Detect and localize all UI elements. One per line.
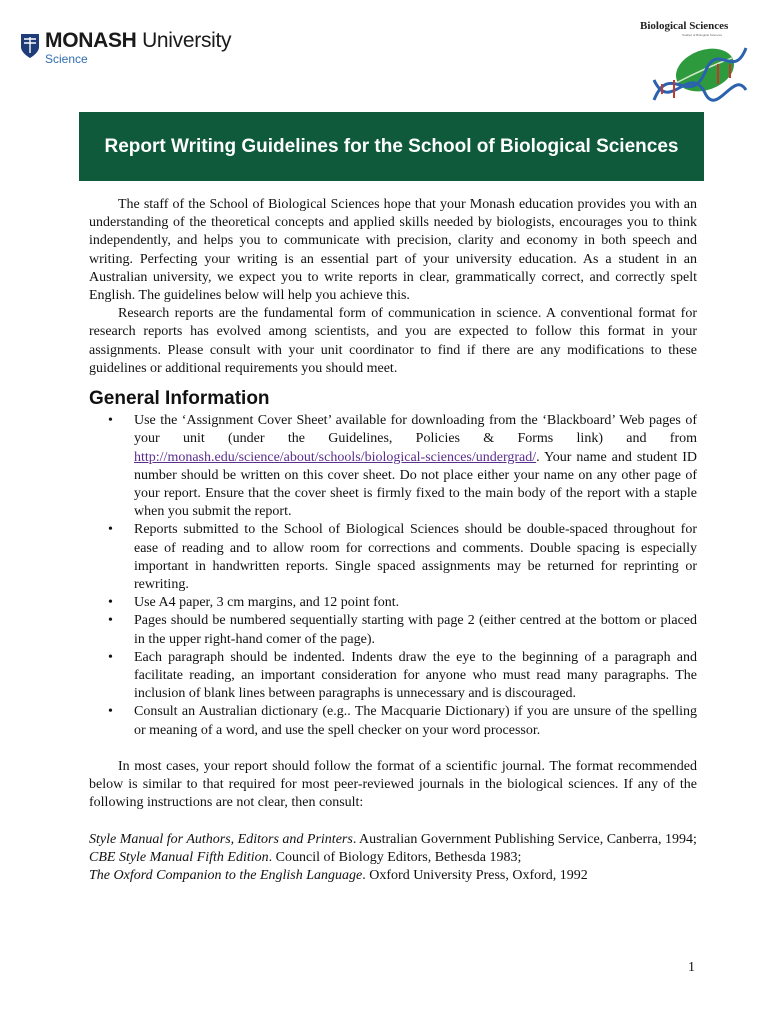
general-information-list	[89, 412, 697, 740]
page-number: 1	[688, 960, 695, 975]
list-item: • Use the ‘Assignment Cover Sheet’ available for downloading from the ‘Blackboard’ Web pages of your unit (under the Guidelines, Policies & Forms link) and from http://monash.edu/science/about/schools/biological-sciences/undergrad/. Your name and student ID number should be written on this cover sheet. Do not place either your name on any other page of your report. Ensure that the cover sheet is firmly fixed to the main body of the report with a staple when you submit the report.	[108, 413, 697, 520]
bullet-icon: •	[108, 413, 113, 429]
intro-paragraph-2: Research reports are the fundamental form of communication in science. A conventional format for research reports has evolved among scientists, and you are expected to follow this format in your assignments. Please consult with your unit coordinator to find if there are any modifications to these guidelines or additional requirements you should meet.	[89, 306, 697, 376]
reference-item: CBE Style Manual Fifth Edition. Council of Biology Editors, Bethesda 1983;	[89, 849, 522, 865]
faculty-label: Science	[45, 52, 88, 66]
intro-paragraph-1: The staff of the School of Biological Sciences hope that your Monash education provides you with an understanding of the theoretical concepts and applied skills needed by biologists, encourages you to think independently, and helps you to communicate with precision, clarity and economy in both speech and writing. Perfecting your writing is an essential part of your university education. As a student in an Australian university, we expect you to write reports in clear, grammatically correct, and correctly spelt English. The guidelines below will help you achieve this.	[89, 197, 697, 304]
bio-logo-tagline: Studies of Biological Sciences	[682, 33, 723, 37]
list-item: • Reports submitted to the School of Biological Sciences should be double-spaced throughout for ease of reading and to allow room for corrections and comments. Double spacing is especially important in handwritten reports. Single spaced assignments may be returned for reprinting or rewriting.	[108, 522, 697, 593]
reference-list	[89, 831, 697, 886]
biological-sciences-logo	[640, 20, 760, 37]
reference-title: CBE Style Manual Fifth Edition	[89, 849, 269, 865]
reference-title: The Oxford Companion to the English Language	[89, 867, 363, 883]
document-title: Report Writing Guidelines for the School of Biological Sciences	[104, 135, 679, 157]
bullet-icon: •	[108, 704, 113, 720]
list-item: • Pages should be numbered sequentially starting with page 2 (either centred at the bottom or placed in the upper right-hand comer of the page).	[108, 613, 697, 647]
list-item: • Use A4 paper, 3 cm margins, and 12 point font.	[134, 594, 697, 612]
format-paragraph: In most cases, your report should follow the format of a scientific journal. The format recommended below is similar to that required for most peer-reviewed journals in the biological sciences. If any of the following instructions are not clear, then consult:	[89, 758, 697, 811]
document-body	[89, 196, 697, 885]
monash-logo	[20, 30, 231, 65]
monash-wordmark: MONASH University	[45, 29, 232, 52]
undergrad-link[interactable]: http://monash.edu/science/about/schools/biological-sciences/undergrad/	[134, 449, 537, 465]
reference-title: Style Manual for Authors, Editors and Printers	[89, 831, 353, 847]
bullet-icon: •	[108, 595, 113, 611]
reference-item: Style Manual for Authors, Editors and Printers. Australian Government Publishing Service, Canberra, 1994;	[89, 831, 697, 847]
bullet-icon: •	[108, 522, 113, 538]
bullet-icon: •	[108, 613, 113, 629]
title-banner	[79, 112, 704, 181]
dna-leaf-icon	[650, 40, 750, 112]
reference-item: The Oxford Companion to the English Language. Oxford University Press, Oxford, 1992	[89, 867, 588, 883]
list-item: • Each paragraph should be indented. Indents draw the eye to the beginning of a paragraph and facilitate reading, an important consideration for anyone who must read many paragraphs. The inclusion of blank lines between paragraphs is unnecessary and is discouraged.	[108, 649, 697, 702]
monash-crest-icon	[20, 33, 40, 59]
bio-logo-title: Biological Sciences	[640, 20, 729, 32]
section-heading-general-information: General Information	[89, 388, 270, 410]
list-item: • Consult an Australian dictionary (e.g.. The Macquarie Dictionary) if you are unsure of the spelling or meaning of a word, and use the spell checker on your word processor.	[108, 704, 697, 738]
bullet-icon: •	[108, 649, 113, 665]
